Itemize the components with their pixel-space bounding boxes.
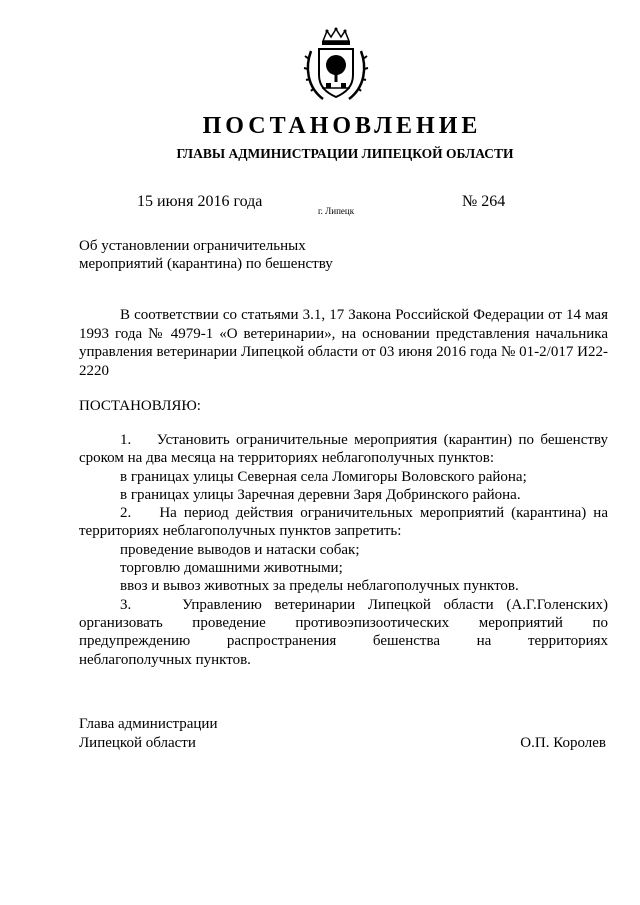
issuer-heading: ГЛАВЫ АДМИНИСТРАЦИИ ЛИПЕЦКОЙ ОБЛАСТИ [176, 146, 514, 161]
signatory-title: Глава администрации [79, 716, 218, 732]
document-date: 15 июня 2016 года [137, 193, 263, 210]
item-2-restriction: торговлю домашними животными; [120, 560, 343, 577]
decree-heading: ПОСТАНОВЛЯЮ: [79, 398, 201, 414]
item-2: 2. На период действия ограничительных мероприятий (карантина) на территориях неблагополучных пунктов запретить: [79, 505, 608, 540]
item-3-end: неблагополучных пунктов. [79, 651, 251, 668]
signatory-region: Липецкой области [79, 735, 196, 751]
signature-block [79, 715, 608, 753]
item-1-locality: в границах улицы Северная села Ломигоры Воловского района; [120, 468, 527, 485]
subject-line: Об установлении ограничительных [79, 238, 306, 254]
document-subject [79, 237, 333, 273]
document-city: г. Липецк [318, 206, 355, 216]
subject-line: мероприятий (карантина) по бешенству [79, 256, 333, 272]
item-2-restriction: проведение выводов и натаски собак; [120, 541, 360, 558]
signatory-name: О.П. Королев [520, 735, 606, 751]
preamble-paragraph: В соответствии со статьями 3.1, 17 Закона Российской Федерации от 14 мая 1993 года № 4979-1 «О ветеринарии», на основании представления начальника управления ветеринарии Липецкой области от 03 июня 2016 года № 01-2/017 И22-2220 [79, 307, 608, 379]
decree-items [79, 431, 608, 669]
item-2-restriction: ввоз и вывоз животных за пределы неблагополучных пунктов. [120, 578, 519, 595]
coat-of-arms-icon [303, 27, 369, 103]
document-number: № 264 [462, 193, 506, 210]
item-1: 1. Установить ограничительные мероприятия (карантин) по бешенству сроком на два месяца на территориях неблагополучных пунктов: [79, 432, 608, 467]
item-1-locality: в границах улицы Заречная деревни Заря Добринского района. [120, 486, 521, 503]
item-3: 3. Управлению ветеринарии Липецкой области (А.Г.Голенских) организовать проведение противоэпизоотических мероприятий по предупреждению распространения бешенства на территориях [79, 596, 608, 650]
document-title: ПОСТАНОВЛЕНИЕ [202, 113, 482, 139]
